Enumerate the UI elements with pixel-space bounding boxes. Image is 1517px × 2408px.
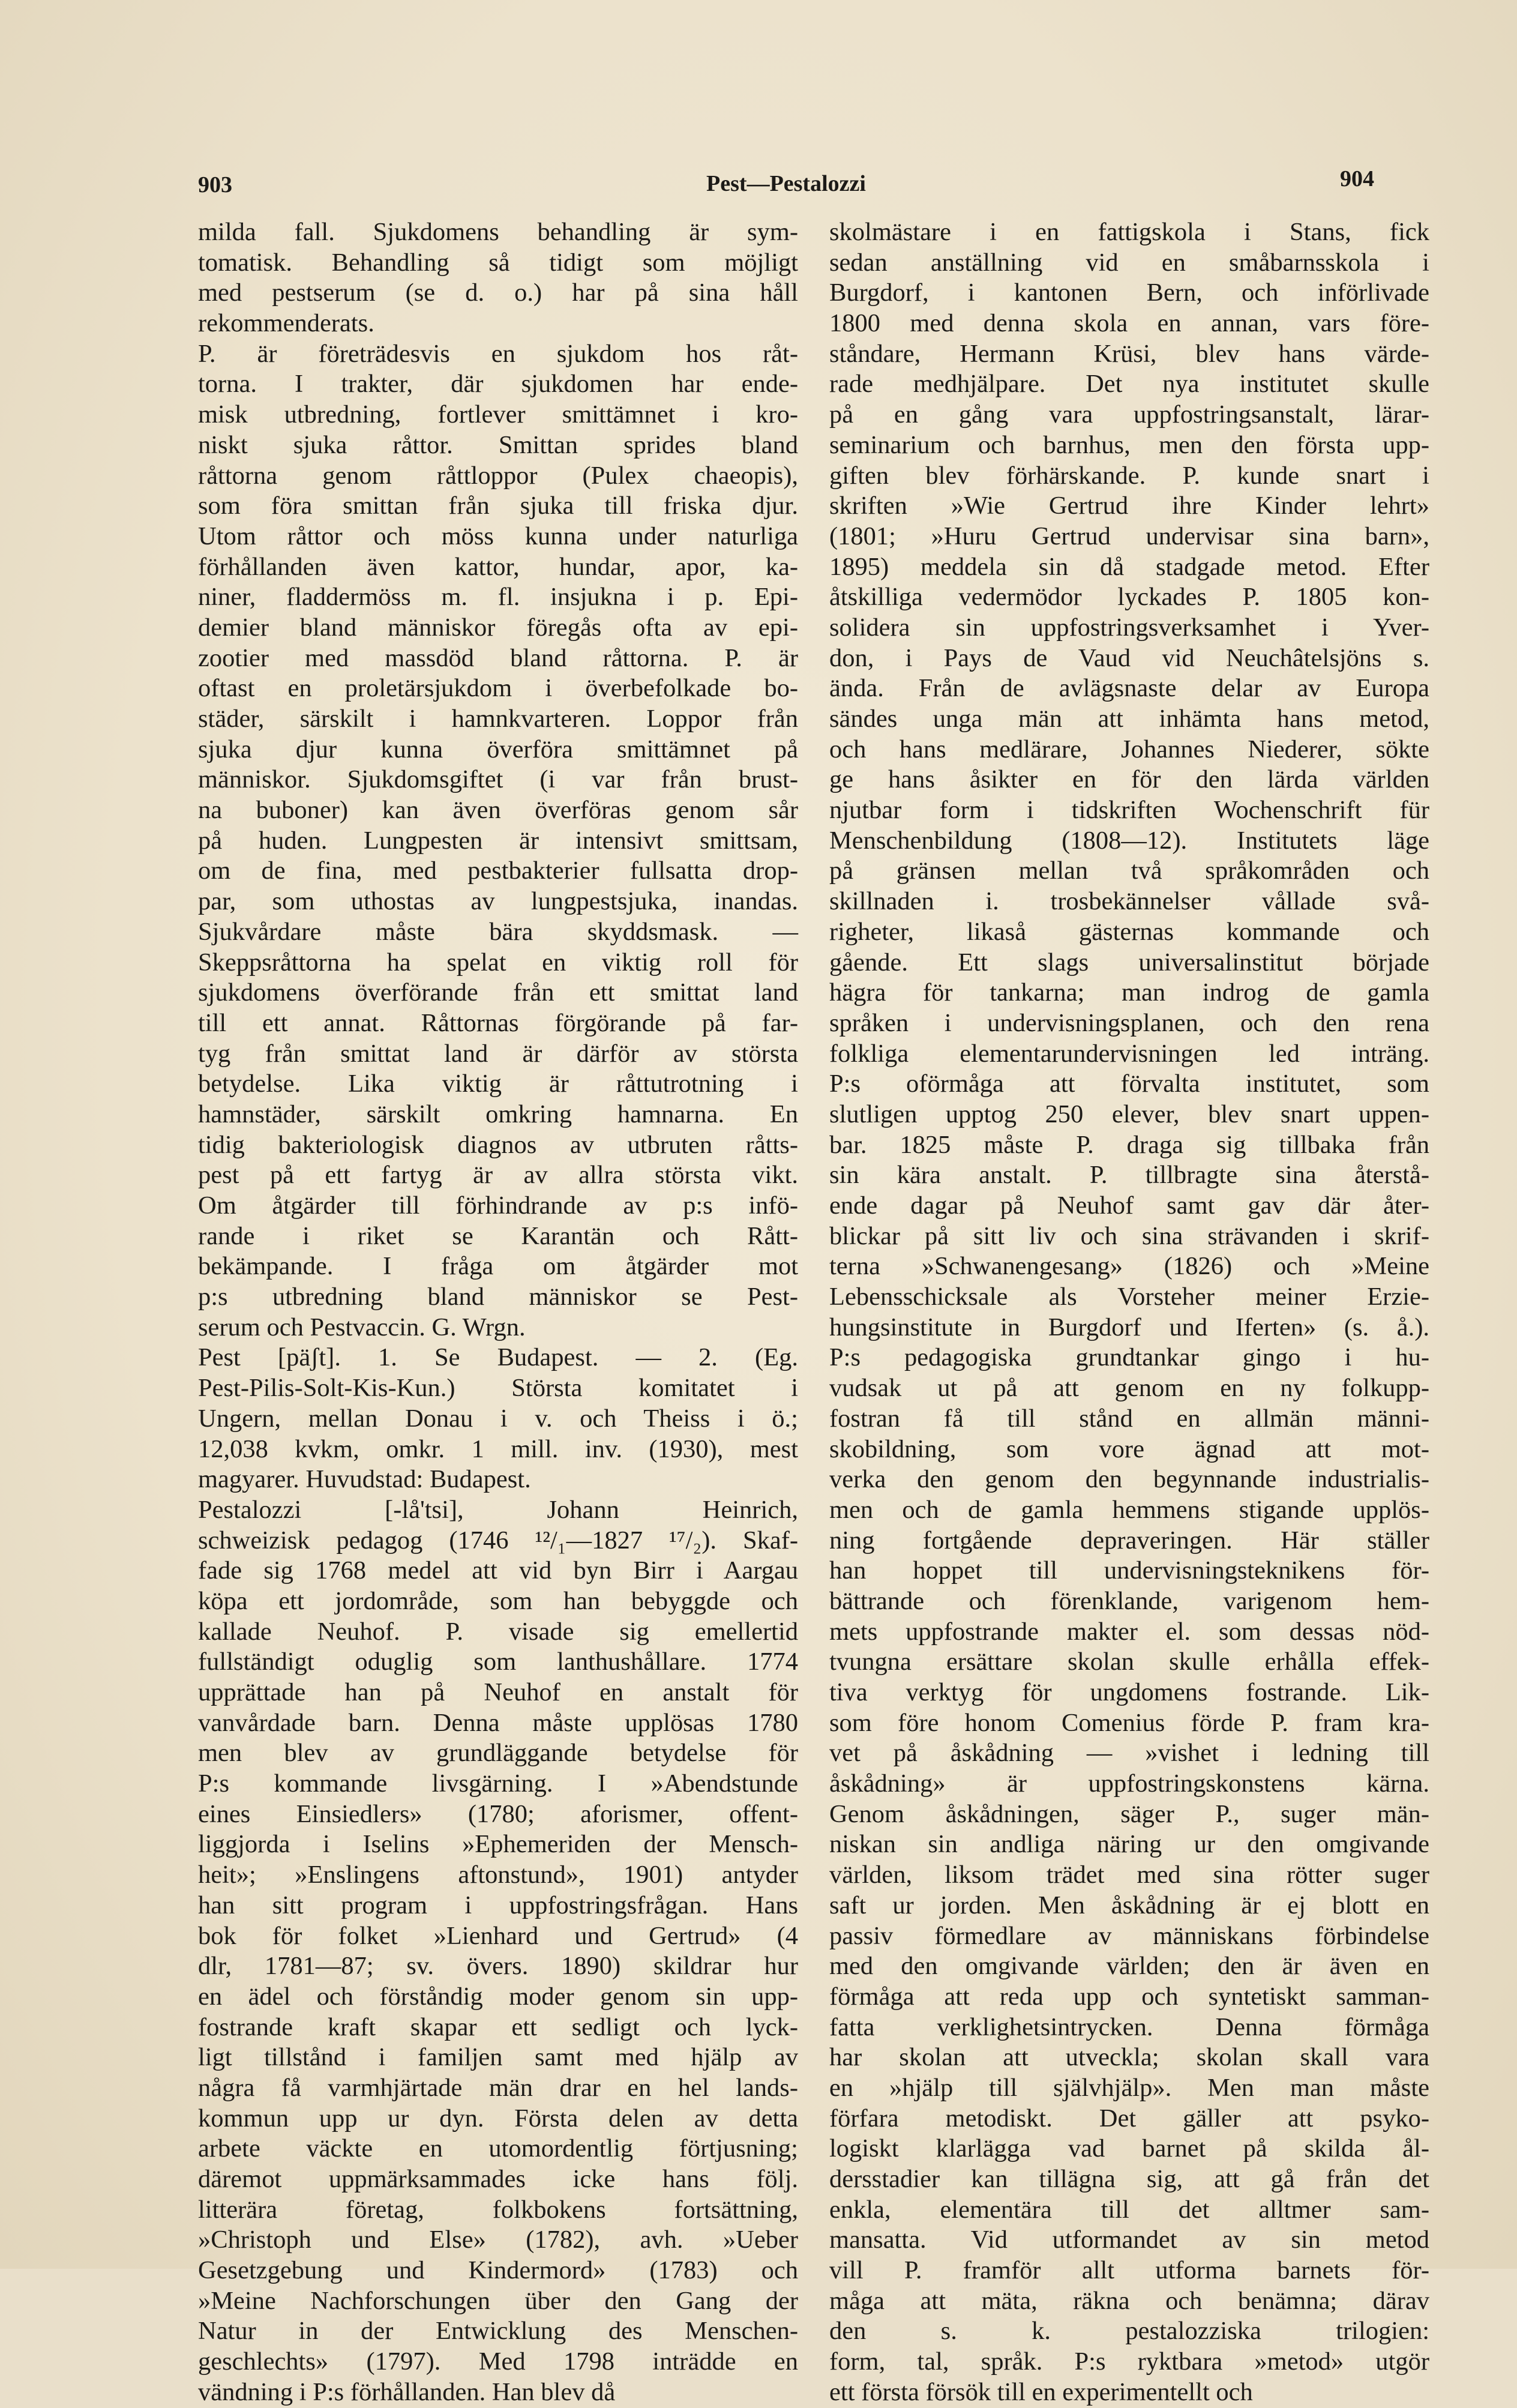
text-line: P. är företrädesvis en sjukdom hos råt- — [198, 339, 798, 368]
text-line: folkliga elementarundervisningen led inträng. — [829, 1039, 1429, 1068]
text-line: eines Einsiedlers» (1780; aforismer, offent- — [198, 1799, 798, 1828]
text-line: giften blev förhärskande. P. kunde snart i — [829, 461, 1429, 490]
text-line: p:s utbredning bland människor se Pest- — [198, 1283, 798, 1311]
text-line: liggjorda i Iselins »Ephemeriden der Mensch- — [198, 1830, 798, 1859]
text-line: pest på ett fartyg är av allra största vikt. — [198, 1161, 798, 1190]
text-line: passiv förmedlare av människans förbindelse — [829, 1921, 1429, 1950]
text-line: hägra för tankarna; man indrog de gamla — [829, 978, 1429, 1007]
text-line: niner, fladdermöss m. fl. insjukna i p. Epi- — [198, 583, 798, 612]
text-line: som föra smittan från sjuka till friska djur. — [198, 492, 798, 520]
text-line: njutbar form i tidskriften Wochenschrift für — [829, 796, 1429, 825]
text-line: han sitt program i uppfostringsfrågan. Hans — [198, 1891, 798, 1919]
text-line: vet på åskådning — »vishet i ledning till — [829, 1739, 1429, 1768]
text-line: bättrande och förenklande, varigenom hem- — [829, 1586, 1429, 1615]
text-line: Om åtgärder till förhindrande av p:s infö- — [198, 1191, 798, 1220]
text-line: enkla, elementära till det alltmer sam- — [829, 2195, 1429, 2224]
text-line: till ett annat. Råttornas förgörande på far- — [198, 1008, 798, 1037]
text-line: don, i Pays de Vaud vid Neuchâtelsjöns s. — [829, 643, 1429, 672]
text-line: righeter, likaså gästernas kommande och — [829, 917, 1429, 946]
text-line: en »hjälp till självhjälp». Men man måste — [829, 2073, 1429, 2102]
left-column — [198, 217, 798, 2406]
running-title: Pest—Pestalozzi — [706, 171, 866, 196]
text-line: på huden. Lungpesten är intensivt smittsam, — [198, 826, 798, 855]
text-line: språken i undervisningsplanen, och den rena — [829, 1008, 1429, 1037]
text-line: 1895) meddela sin då stadgade metod. Efter — [829, 552, 1429, 581]
text-line: P:s pedagogiska grundtankar gingo i hu- — [829, 1343, 1429, 1372]
text-line: fostrande kraft skapar ett sedligt och lyck- — [198, 2012, 798, 2041]
text-line: Ungern, mellan Donau i v. och Theiss i ö.; — [198, 1404, 798, 1433]
text-line: bekämpande. I fråga om åtgärder mot — [198, 1252, 798, 1281]
text-line: sjukdomens överförande från ett smittat land — [198, 978, 798, 1007]
text-line: tyg från smittat land är därför av största — [198, 1039, 798, 1068]
text-line: världen, liksom trädet med sina rötter suger — [829, 1861, 1429, 1889]
text-line: sändes unga män att inhämta hans metod, — [829, 705, 1429, 733]
text-line: köpa ett jordområde, som han bebyggde och — [198, 1586, 798, 1615]
text-line: Pest [päʃt]. 1. Se Budapest. — 2. (Eg. — [198, 1343, 798, 1372]
text-line: på gränsen mellan två språkområden och — [829, 856, 1429, 885]
text-line: sin kära anstalt. P. tillbragte sina återstå- — [829, 1161, 1429, 1190]
text-line: litterära företag, folkbokens fortsättning, — [198, 2195, 798, 2224]
text-line: solidera sin uppfostringsverksamhet i Yver- — [829, 613, 1429, 642]
text-line: niskt sjuka råttor. Smittan sprides bland — [198, 430, 798, 459]
page-header — [198, 166, 1374, 208]
text-line: »Christoph und Else» (1782), avh. »Ueber — [198, 2226, 798, 2254]
text-line: magyarer. Huvudstad: Budapest. — [198, 1465, 531, 1494]
text-line: en ädel och förståndig moder genom sin upp- — [198, 1982, 798, 2011]
text-line: några få varmhjärtade män drar en hel lands- — [198, 2073, 798, 2102]
text-line: Gesetzgebung und Kindermord» (1783) och — [198, 2256, 798, 2285]
text-line: bok för folket »Lienhard und Gertrud» (4 — [198, 1921, 798, 1950]
text-line: råttorna genom råttloppor (Pulex chaeopis), — [198, 461, 798, 490]
text-line: ända. Från de avlägsnaste delar av Europa — [829, 674, 1429, 703]
text-line: med pestserum (se d. o.) har på sina håll — [198, 278, 798, 307]
text-line: bar. 1825 måste P. draga sig tillbaka från — [829, 1130, 1429, 1159]
text-line: tvungna ersättare skolan skulle erhålla effek- — [829, 1648, 1429, 1676]
text-line: vudsak ut på att genom en ny folkupp- — [829, 1374, 1429, 1403]
text-line: zootier med massdöd bland råttorna. P. är — [198, 643, 798, 672]
text-line: mansatta. Vid utformandet av sin metod — [829, 2226, 1429, 2254]
text-line: P:s kommande livsgärning. I »Abendstunde — [198, 1769, 798, 1798]
text-line: ett första försök till en experimentellt och — [829, 2377, 1253, 2406]
text-line: oftast en proletärsjukdom i överbefolkade bo- — [198, 674, 798, 703]
text-line: terna »Schwanengesang» (1826) och »Meine — [829, 1252, 1429, 1281]
text-line: och hans medlärare, Johannes Niederer, sökte — [829, 735, 1429, 763]
text-line: ligt tillstånd i familjen samt med hjälp av — [198, 2043, 798, 2072]
text-line: ende dagar på Neuhof samt gav där åter- — [829, 1191, 1429, 1220]
text-line: måga att mäta, räkna och benämna; därav — [829, 2286, 1429, 2315]
text-line: niskan sin andliga näring ur den omgivande — [829, 1830, 1429, 1859]
text-line: Skeppsråttorna ha spelat en viktig roll för — [198, 948, 798, 977]
text-line: hamnstäder, särskilt omkring hamnarna. En — [198, 1100, 798, 1128]
text-line: milda fall. Sjukdomens behandling är sym- — [198, 218, 798, 246]
text-line: Pestalozzi [-lå'tsi], Johann Heinrich, — [198, 1495, 798, 1524]
text-line: verka den genom den begynnande industrialis- — [829, 1465, 1429, 1494]
text-line: torna. I trakter, där sjukdomen har ende- — [198, 370, 798, 399]
text-line: Genom åskådningen, säger P., suger män- — [829, 1799, 1429, 1828]
text-line: arbete väckte en utomordentlig förtjusning; — [198, 2134, 798, 2163]
text-line: na buboner) kan även överföras genom sår — [198, 796, 798, 825]
text-line: 1800 med denna skola en annan, vars före- — [829, 309, 1429, 338]
text-line: upprättade han på Neuhof en anstalt för — [198, 1678, 798, 1706]
text-line: P:s oförmåga att förvalta institutet, som — [829, 1070, 1429, 1098]
text-line: form, tal, språk. P:s ryktbara »metod» utgör — [829, 2347, 1429, 2376]
text-line: fade sig 1768 medel att vid byn Birr i Aargau — [198, 1556, 798, 1585]
text-line: rande i riket se Karantän och Rått- — [198, 1221, 798, 1250]
text-line: vändning i P:s förhållanden. Han blev då — [198, 2377, 616, 2406]
text-line: dlr, 1781—87; sv. övers. 1890) skildrar hur — [198, 1952, 798, 1981]
text-line: hungsinstitute in Burgdorf und Iferten» (s. å.). — [829, 1313, 1429, 1341]
text-line: serum och Pestvaccin. G. Wrgn. — [198, 1313, 526, 1341]
text-line: schweizisk pedagog (1746 ¹²/₁—1827 ¹⁷/₂). Skaf- — [198, 1526, 798, 1555]
page-number-right: 904 — [1340, 166, 1374, 191]
text-line: skobildning, som vore ägnad att mot- — [829, 1434, 1429, 1463]
text-line: förhållanden även kattor, hundar, apor, ka- — [198, 552, 798, 581]
text-line: fullständigt oduglig som lanthushållare. 1774 — [198, 1648, 798, 1676]
text-line: förmåga att reda upp och syntetiskt samman- — [829, 1982, 1429, 2011]
text-line: ning fortgående depraveringen. Här ställer — [829, 1526, 1429, 1555]
page-number-left: 903 — [198, 172, 232, 197]
text-line: förfara metodiskt. Det gäller att psyko- — [829, 2104, 1429, 2133]
text-line: vill P. framför allt utforma barnets för- — [829, 2256, 1429, 2285]
text-line: heit»; »Enslingens aftonstund», 1901) antyder — [198, 1861, 798, 1889]
text-line: saft ur jorden. Men åskådning är ej blott en — [829, 1891, 1429, 1919]
text-line: fatta verklighetsintrycken. Denna förmåga — [829, 2012, 1429, 2041]
text-line: har skolan att utveckla; skolan skall vara — [829, 2043, 1429, 2072]
text-line: Lebensschicksale als Vorsteher meiner Erzie- — [829, 1283, 1429, 1311]
text-line: tidig bakteriologisk diagnos av utbruten råtts- — [198, 1130, 798, 1159]
text-line: skillnaden i. trosbekännelser vållade svå- — [829, 887, 1429, 916]
text-line: Menschenbildung (1808—12). Institutets läge — [829, 826, 1429, 855]
text-line: demier bland människor föregås ofta av epi- — [198, 613, 798, 642]
text-line: betydelse. Lika viktig är råttutrotning i — [198, 1070, 798, 1098]
text-line: däremot uppmärksammades icke hans följ. — [198, 2165, 798, 2193]
text-line: skriften »Wie Gertrud ihre Kinder lehrt» — [829, 492, 1429, 520]
text-line: åtskilliga vedermödor lyckades P. 1805 kon- — [829, 583, 1429, 612]
text-line: Sjukvårdare måste bära skyddsmask. — — [198, 917, 798, 946]
text-line: sjuka djur kunna överföra smittämnet på — [198, 735, 798, 763]
text-line: Pest-Pilis-Solt-Kis-Kun.) Största komitatet i — [198, 1374, 798, 1403]
text-line: den s. k. pestalozziska trilogien: — [829, 2317, 1429, 2346]
text-line: städer, särskilt i hamnkvarteren. Loppor från — [198, 705, 798, 733]
text-line: med den omgivande världen; den är även en — [829, 1952, 1429, 1981]
text-line: Natur in der Entwicklung des Menschen- — [198, 2317, 798, 2346]
text-line: Utom råttor och möss kunna under naturliga — [198, 522, 798, 550]
text-line: mets uppfostrande makter el. som dessas nöd- — [829, 1617, 1429, 1646]
text-line: men blev av grundläggande betydelse för — [198, 1739, 798, 1768]
text-line: tomatisk. Behandling så tidigt som möjligt — [198, 248, 798, 277]
text-line: Burgdorf, i kantonen Bern, och införlivade — [829, 278, 1429, 307]
text-line: på en gång vara uppfostringsanstalt, lärar- — [829, 400, 1429, 429]
right-column — [829, 217, 1429, 2406]
text-line: slutligen upptog 250 elever, blev snart uppen- — [829, 1100, 1429, 1128]
text-line: kallade Neuhof. P. visade sig emellertid — [198, 1617, 798, 1646]
text-line: som före honom Comenius förde P. fram kra- — [829, 1708, 1429, 1737]
text-line: fostran få till stånd en allmän männi- — [829, 1404, 1429, 1433]
text-line: »Meine Nachforschungen über den Gang der — [198, 2286, 798, 2315]
text-line: om de fina, med pestbakterier fullsatta drop- — [198, 856, 798, 885]
text-line: gående. Ett slags universalinstitut började — [829, 948, 1429, 977]
text-line: han hoppet till undervisningsteknikens för- — [829, 1556, 1429, 1585]
text-line: misk utbredning, fortlever smittämnet i kro- — [198, 400, 798, 429]
text-line: men och de gamla hemmens stigande upplös- — [829, 1495, 1429, 1524]
text-line: rekommenderats. — [198, 309, 374, 338]
text-line: seminarium och barnhus, men den första upp- — [829, 430, 1429, 459]
text-line: åskådning» är uppfostringskonstens kärna. — [829, 1769, 1429, 1798]
text-line: tiva verktyg för ungdomens fostrande. Lik- — [829, 1678, 1429, 1706]
text-line: geschlechts» (1797). Med 1798 inträdde en — [198, 2347, 798, 2376]
text-line: människor. Sjukdomsgiftet (i var från brust- — [198, 765, 798, 794]
text-line: logiskt klarlägga vad barnet på skilda ål- — [829, 2134, 1429, 2163]
text-line: blickar på sitt liv och sina strävanden i skrif- — [829, 1221, 1429, 1250]
text-line: dersstadier kan tillägna sig, att gå från det — [829, 2165, 1429, 2193]
text-line: vanvårdade barn. Denna måste upplösas 1780 — [198, 1708, 798, 1737]
text-line: par, som uthostas av lungpestsjuka, inandas. — [198, 887, 798, 916]
text-line: kommun upp ur dyn. Första delen av detta — [198, 2104, 798, 2133]
text-line: (1801; »Huru Gertrud undervisar sina barn», — [829, 522, 1429, 550]
text-line: sedan anställning vid en småbarnsskola i — [829, 248, 1429, 277]
text-line: 12,038 kvkm, omkr. 1 mill. inv. (1930), mest — [198, 1434, 798, 1463]
text-line: skolmästare i en fattigskola i Stans, fick — [829, 218, 1429, 246]
text-line: rade medhjälpare. Det nya institutet skulle — [829, 370, 1429, 399]
text-line: ståndare, Hermann Krüsi, blev hans värde- — [829, 339, 1429, 368]
text-line: ge hans åsikter en för den lärda världen — [829, 765, 1429, 794]
